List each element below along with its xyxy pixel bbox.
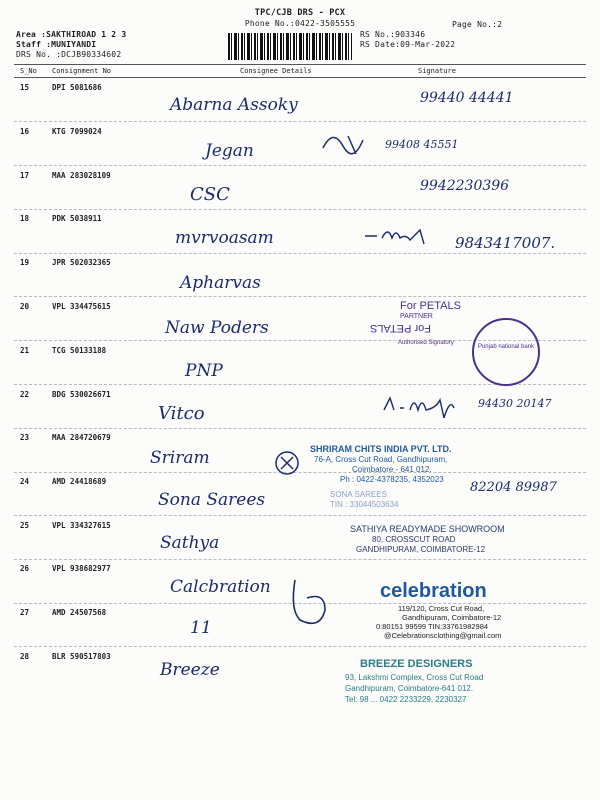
stamp-text: Authorised Signatory: [398, 340, 454, 346]
handwritten-name: PNP: [185, 361, 223, 381]
phone-number: Phone No.:0422-3505555: [244, 19, 356, 28]
row-separator: [14, 121, 586, 122]
col-signature: Signature: [418, 67, 456, 75]
row-consignment: TCG 50133188: [52, 346, 107, 355]
handwritten-name: Naw Poders: [165, 318, 269, 338]
row-separator: [14, 165, 586, 166]
stamp-text: SATHIYA READYMADE SHOWROOM: [350, 524, 505, 534]
row-sno: 20: [20, 302, 30, 311]
stamp-text: Tel: 98 ... 0422 2233229, 2230327: [345, 695, 467, 704]
stamp-text: GANDHIPURAM, COIMBATORE-12: [356, 545, 486, 554]
row-sno: 22: [20, 390, 30, 399]
row-separator: [14, 646, 586, 647]
row-sno: 16: [20, 127, 30, 136]
handwritten-name: Sona Sarees: [158, 490, 266, 510]
rs-date: RS Date:09-Mar-2022: [360, 40, 456, 49]
signature-phone: 9843417007.: [455, 234, 556, 252]
row-separator: [14, 209, 586, 210]
row-sno: 27: [20, 608, 30, 617]
row-consignment: DPI 5081686: [52, 83, 102, 92]
row-consignment: VPL 334475615: [52, 302, 111, 311]
row-consignment: VPL 938682977: [52, 564, 111, 573]
stamp-text: Coimbatore - 641 012.: [352, 465, 432, 474]
stamp-text: For PETALS: [400, 300, 461, 312]
doc-title: TPC/CJB DRS - PCX: [254, 8, 346, 18]
stamp-text: SHRIRAM CHITS INDIA PVT. LTD.: [310, 444, 452, 454]
header-rule-bottom: [14, 77, 586, 78]
stamp-text: 0:80151 99599 TIN:33761982984: [376, 622, 489, 631]
signature-phone: 94430 20147: [478, 397, 552, 410]
row-sno: 23: [20, 433, 30, 442]
handwritten-name: Calcbration: [170, 577, 271, 597]
handwritten-name: Apharvas: [180, 273, 261, 293]
row-consignment: BLR 590517803: [52, 652, 111, 661]
row-consignment: JPR 502032365: [52, 258, 111, 267]
signature-phone: 99408 45551: [385, 138, 459, 151]
row-sno: 28: [20, 652, 30, 661]
handwritten-name: Sathya: [160, 533, 220, 553]
area-label: Area :SAKTHIROAD 1 2 3: [16, 30, 127, 39]
stamp-text: TIN : 33044503634: [330, 500, 399, 509]
row-separator: [14, 428, 586, 429]
handwritten-name: Sriram: [150, 448, 210, 468]
col-sno: S_No: [20, 67, 37, 75]
stamp-text: 76-A, Cross Cut Road, Gandhipuram,: [314, 455, 448, 464]
handwritten-name: Abarna Assoky: [170, 95, 298, 115]
handwritten-name: Jegan: [205, 141, 254, 161]
row-consignment: AMD 24418689: [52, 477, 107, 486]
stamp-text: @Celebrationsclothing@gmail.com: [384, 631, 502, 640]
signature-phone: 82204 89987: [470, 480, 557, 495]
row-sno: 24: [20, 477, 30, 486]
row-sno: 19: [20, 258, 30, 267]
header-rule-top: [14, 64, 586, 65]
row-consignment: BDG 530026671: [52, 390, 111, 399]
row-consignment: MAA 283028109: [52, 171, 111, 180]
stamp-text: Ph : 0422-4378235, 4352023: [340, 475, 444, 484]
handwritten-name: mvrvoasam: [175, 228, 274, 248]
row-separator: [14, 515, 586, 516]
row-consignment: AMD 24507568: [52, 608, 107, 617]
col-consignee: Consignee Details: [240, 67, 312, 75]
stamp-logo: celebration: [380, 580, 487, 602]
stamp-text: 93, Lakshmi Complex, Cross Cut Road: [345, 673, 484, 682]
signature-scribble: [380, 390, 480, 418]
signature-phone: 9942230396: [420, 178, 510, 194]
row-consignment: VPL 334327615: [52, 521, 111, 530]
stamp-text: PARTNER: [400, 313, 433, 320]
row-sno: 26: [20, 564, 30, 573]
handwritten-name: Vitco: [158, 403, 205, 424]
handwritten-name: Breeze: [160, 660, 220, 680]
stamp-text: SONA SAREES: [330, 490, 387, 499]
signature-scribble: [318, 128, 378, 158]
stamp-text: BREEZE DESIGNERS: [360, 658, 473, 670]
circled-x-mark: [272, 448, 304, 478]
signature-phone: 99440 44441: [420, 90, 514, 106]
stamp-text: Gandhipuram, Coimbatore-12: [402, 613, 502, 622]
row-sno: 15: [20, 83, 30, 92]
drs-number: DRS No. :DCJB90334602: [16, 50, 122, 59]
row-consignment: KTG 7099024: [52, 127, 102, 136]
rs-number: RS No.:903346: [360, 30, 426, 39]
signature-scribble: [285, 575, 335, 635]
row-separator: [14, 296, 586, 297]
stamp-text: For PETALS: [370, 322, 431, 334]
col-consignment: Consignment No: [52, 67, 112, 75]
staff-label: Staff :MUNIYANDI: [16, 40, 97, 49]
stamp-text: 119/120, Cross Cut Road,: [398, 604, 485, 613]
barcode: [228, 33, 352, 60]
page-number: Page No.:2: [452, 20, 503, 29]
handwritten-name: 11: [190, 618, 212, 638]
row-sno: 17: [20, 171, 30, 180]
stamp-text: Punjab national bank: [477, 344, 535, 350]
row-separator: [14, 559, 586, 560]
row-separator: [14, 253, 586, 254]
row-sno: 21: [20, 346, 30, 355]
stamp-text: 80, CROSSCUT ROAD: [372, 535, 456, 544]
row-consignment: PDK 5038911: [52, 214, 102, 223]
row-consignment: MAA 284720679: [52, 433, 111, 442]
signature-scribble: [360, 222, 470, 247]
stamp-text: Gandhipuram, Coimbatore-641 012.: [345, 684, 474, 693]
row-sno: 25: [20, 521, 30, 530]
handwritten-name: CSC: [190, 184, 230, 205]
bank-round-stamp: [472, 318, 540, 386]
row-sno: 18: [20, 214, 30, 223]
